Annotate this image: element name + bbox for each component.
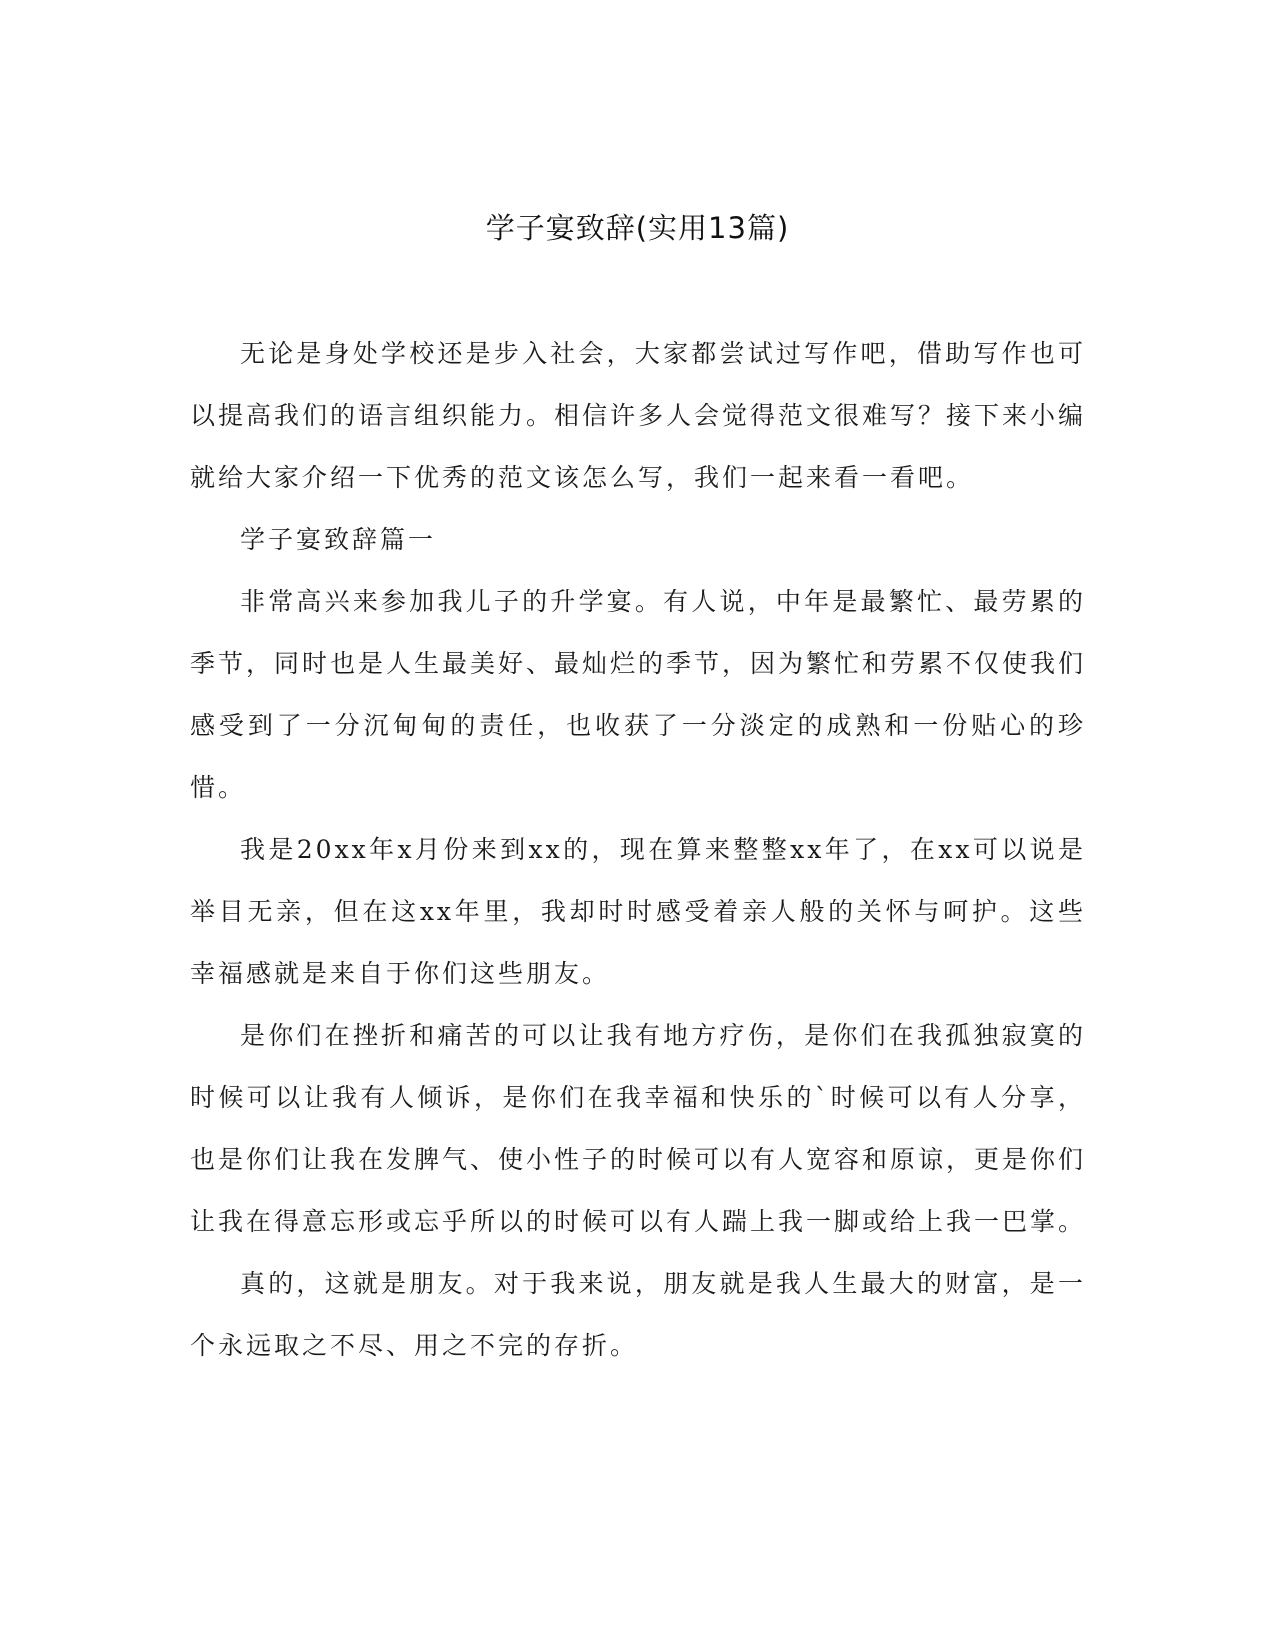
document-title: 学子宴致辞(实用13篇) [485,211,790,245]
section-heading: 学子宴致辞篇一 [240,525,437,554]
document-body [190,323,1086,1377]
body-paragraph: 我是20xx年x月份来到xx的，现在算来整整xx年了，在xx可以说是举目无亲，但在这xx年里，我却时时感受着亲人般的关怀与呵护。这些幸福感就是来自于你们这些朋友。 [190,835,1086,988]
body-paragraph: 是你们在挫折和痛苦的可以让我有地方疗伤，是你们在我孤独寂寞的时候可以让我有人倾诉，是你们在我幸福和快乐的`时候可以有人分享，也是你们让我在发脾气、使小性子的时候可以有人宽容和原谅，更是你们让我在得意忘形或忘乎所以的时候可以有人踹上我一脚或给上我一巴掌。 [190,1021,1087,1236]
body-paragraph: 真的，这就是朋友。对于我来说，朋友就是我人生最大的财富，是一个永远取之不尽、用之不完的存折。 [190,1269,1086,1360]
body-paragraph: 非常高兴来参加我儿子的升学宴。有人说，中年是最繁忙、最劳累的季节，同时也是人生最美好、最灿烂的季节，因为繁忙和劳累不仅使我们感受到了一分沉甸甸的责任，也收获了一分淡定的成熟和一份贴心的珍惜。 [190,587,1087,802]
intro-paragraph: 无论是身处学校还是步入社会，大家都尝试过写作吧，借助写作也可以提高我们的语言组织能力。相信许多人会觉得范文很难写？接下来小编就给大家介绍一下优秀的范文该怎么写，我们一起来看一看吧。 [190,339,1087,492]
